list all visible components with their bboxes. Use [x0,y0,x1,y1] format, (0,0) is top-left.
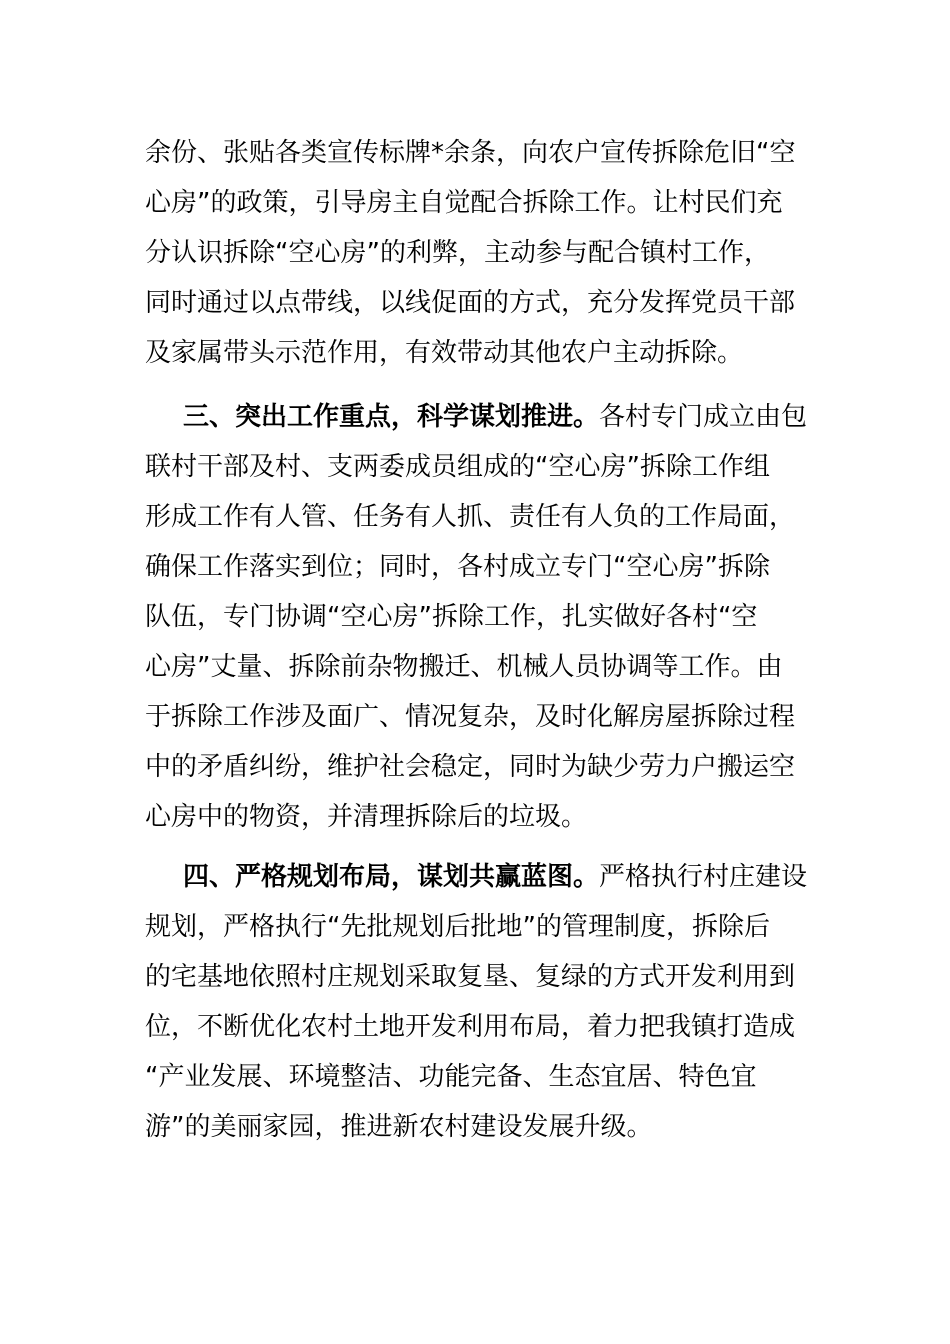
paragraph-2-line-7: 于拆除工作涉及面广、情况复杂，及时化解房屋拆除过程 [145,702,796,732]
paragraph-3-line-6: 游”的美丽家园，推进新农村建设发展升级。 [145,1112,653,1142]
paragraph-2-first-line-text: 各村专门成立由包 [599,402,808,432]
paragraph-2-line-9: 心房中的物资，并清理拆除后的垃圾。 [145,802,588,832]
paragraph-2-line-3: 形成工作有人管、任务有人抓、责任有人负的工作局面， [145,502,796,532]
paragraph-2-line-6: 心房”丈量、拆除前杂物搬迁、机械人员协调等工作。由 [145,652,783,682]
paragraph-2-line-4: 确保工作落实到位；同时，各村成立专门“空心房”拆除 [145,552,770,582]
paragraph-3-line-2: 规划，严格执行“先批规划后批地”的管理制度，拆除后 [145,912,770,942]
paragraph-3-line-5: “产业发展、环境整洁、功能完备、生态宜居、特色宜 [145,1062,757,1092]
paragraph-3-first-line [183,860,807,894]
paragraph-2-line-5: 队伍，专门协调“空心房”拆除工作，扎实做好各村“空 [145,602,758,632]
paragraph-3-line-4: 位，不断优化农村土地开发利用布局，着力把我镇打造成 [145,1012,796,1042]
section-heading-3: 三、突出工作重点，科学谋划推进。 [183,402,600,432]
paragraph-3-first-line-text: 严格执行村庄建设 [599,862,808,892]
paragraph-1-line-2: 心房”的政策，引导房主自觉配合拆除工作。让村民们充 [145,188,783,218]
paragraph-1-line-3: 分认识拆除“空心房”的利弊，主动参与配合镇村工作， [145,238,770,268]
paragraph-2-line-2: 联村干部及村、支两委成员组成的“空心房”拆除工作组 [145,452,770,482]
paragraph-3-line-3: 的宅基地依照村庄规划采取复垦、复绿的方式开发利用到 [145,962,796,992]
section-heading-4: 四、严格规划布局，谋划共赢蓝图。 [183,862,600,892]
paragraph-1-line-4: 同时通过以点带线，以线促面的方式，充分发挥党员干部 [145,288,796,318]
paragraph-1-line-1: 余份、张贴各类宣传标牌*余条，向农户宣传拆除危旧“空 [145,138,796,168]
paragraph-1-line-5: 及家属带头示范作用，有效带动其他农户主动拆除。 [145,338,744,368]
paragraph-2-line-8: 中的矛盾纠纷，维护社会稳定，同时为缺少劳力户搬运空 [145,752,796,782]
paragraph-2-first-line [183,400,807,434]
